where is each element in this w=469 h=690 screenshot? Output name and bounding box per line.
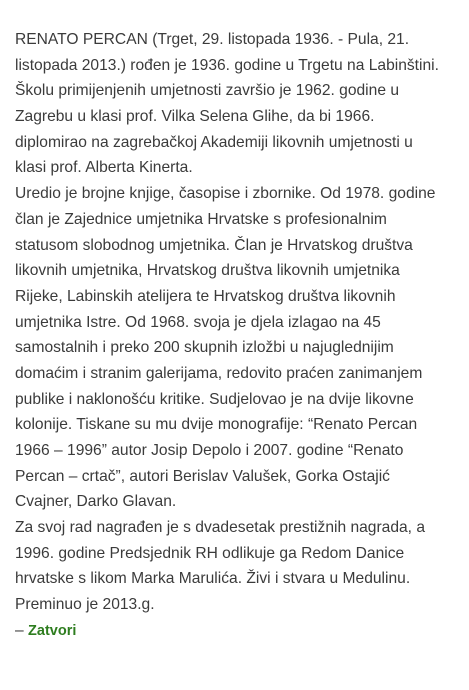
- text-line: 1996. godine Predsjednik RH odlikuje ga Redom Danice: [15, 544, 405, 562]
- close-row: [15, 618, 467, 644]
- text-line: Školu primijenjenih umjetnosti završio je 1962. godine u: [15, 82, 399, 100]
- text-line: Uredio je brojne knjige, časopise i zbornike. Od 1978. godine: [15, 185, 436, 203]
- close-dash: –: [15, 621, 24, 639]
- text-line: RENATO PERCAN (Trget, 29. listopada 1936. - Pula, 21.: [15, 31, 410, 48]
- text-line: listopada 2013.) rođen je 1936. godine u Trgetu na Labinštini.: [15, 56, 439, 74]
- text-line: Rijeke, Labinskih atelijera te Hrvatskog društva likovnih: [15, 287, 396, 305]
- text-line: član je Zajednice umjetnika Hrvatske s profesionalnim: [15, 210, 387, 228]
- text-line: publike i naklonošću kritike. Sudjelovao je na dvije likovne: [15, 390, 414, 408]
- text-line: Za svoj rad nagrađen je s dvadesetak prestižnih nagrada, a: [15, 519, 426, 537]
- text-line: Preminuo je 2013.g.: [15, 596, 155, 614]
- text-line: samostalnih i preko 200 skupnih izložbi u najuglednijim: [15, 339, 394, 357]
- text-line: hrvatske s likom Marka Marulića. Živi i stvara u Medulinu.: [15, 570, 411, 588]
- text-line: Zagrebu u klasi prof. Vilka Selena Glihe, da bi 1966.: [15, 108, 375, 126]
- text-line: diplomirao na zagrebačkoj Akademiji likovnih umjetnosti u: [15, 133, 413, 151]
- text-line: domaćim i stranim galerijama, redovito praćen zanimanjem: [15, 364, 423, 382]
- close-link[interactable]: Zatvori: [28, 622, 77, 639]
- text-line: 1966 – 1996” autor Josip Depolo i 2007. godine “Renato: [15, 442, 404, 459]
- text-line: klasi prof. Alberta Kinerta.: [15, 159, 193, 177]
- text-line: umjetnika Istre. Od 1968. svoja je djela izlagao na 45: [15, 313, 381, 331]
- text-line: statusom slobodnog umjetnika. Član je Hrvatskog društva: [15, 236, 413, 254]
- text-line: Cvajner, Darko Glavan.: [15, 493, 177, 511]
- biography-text: [15, 27, 467, 644]
- text-line: likovnih umjetnika, Hrvatskog društva likovnih umjetnika: [15, 262, 400, 280]
- text-line: Percan – crtač”, autori Berislav Valušek, Gorka Ostajić: [15, 467, 390, 485]
- text-line: kolonije. Tiskane su mu dvije monografije: “Renato Percan: [15, 416, 418, 434]
